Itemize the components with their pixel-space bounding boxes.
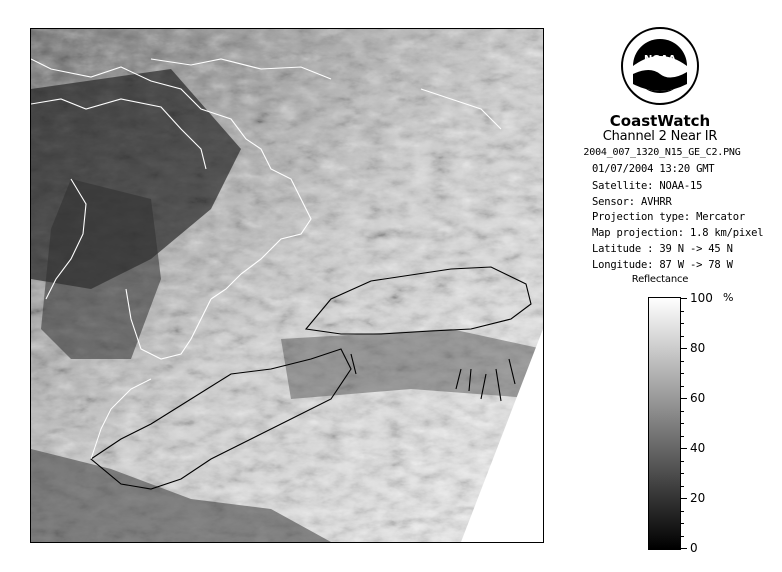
colorbar-tick bbox=[680, 361, 684, 362]
colorbar-tick bbox=[680, 498, 687, 499]
colorbar-tick bbox=[680, 536, 684, 537]
noaa-logo bbox=[620, 26, 700, 106]
channel-label: Channel 2 Near IR bbox=[602, 129, 718, 144]
colorbar-tick bbox=[680, 511, 684, 512]
colorbar-tick bbox=[680, 461, 684, 462]
reflectance-colorbar bbox=[648, 297, 681, 550]
map-projection-label: Map projection: 1.8 km/pixel bbox=[592, 227, 764, 239]
satellite-image[interactable] bbox=[30, 28, 544, 543]
colorbar-tick bbox=[680, 298, 687, 299]
colorbar-tick bbox=[680, 486, 684, 487]
projection-type-label: Projection type: Mercator bbox=[592, 211, 746, 223]
colorbar-tick bbox=[680, 398, 687, 399]
colorbar-tick bbox=[680, 423, 684, 424]
datetime-label: 01/07/2004 13:20 GMT bbox=[592, 163, 715, 175]
colorbar-tick bbox=[680, 336, 684, 337]
colorbar-tick bbox=[680, 323, 684, 324]
colorbar-tick bbox=[680, 386, 684, 387]
colorbar-tick-label: 0 bbox=[690, 541, 698, 555]
colorbar-tick bbox=[680, 373, 684, 374]
colorbar-tick bbox=[680, 548, 687, 549]
colorbar-tick bbox=[680, 411, 684, 412]
noaa-logo-text: NOAA bbox=[643, 54, 677, 65]
longitude-label: Longitude: 87 W -> 78 W bbox=[592, 259, 733, 271]
colorbar-tick bbox=[680, 436, 684, 437]
colorbar-tick bbox=[680, 448, 687, 449]
colorbar-tick-label: 80 bbox=[690, 341, 706, 355]
unit-label: % bbox=[723, 291, 734, 304]
colorbar-tick bbox=[680, 473, 684, 474]
colorbar-tick-label: 60 bbox=[690, 391, 706, 405]
colorbar-tick-label: 100 bbox=[690, 291, 713, 305]
latitude-label: Latitude : 39 N -> 45 N bbox=[592, 243, 733, 255]
reflectance-label: Reflectance bbox=[631, 274, 689, 285]
product-title: CoastWatch bbox=[609, 112, 711, 130]
satellite-map bbox=[31, 29, 543, 542]
colorbar-tick bbox=[680, 311, 684, 312]
filename-label: 2004_007_1320_N15_GE_C2.PNG bbox=[583, 147, 741, 158]
satellite-label: Satellite: NOAA-15 bbox=[592, 180, 703, 192]
colorbar-tick-label: 20 bbox=[690, 491, 706, 505]
colorbar-tick bbox=[680, 523, 684, 524]
colorbar-tick-label: 40 bbox=[690, 441, 706, 455]
colorbar-tick bbox=[680, 348, 687, 349]
sensor-label: Sensor: AVHRR bbox=[592, 196, 672, 208]
